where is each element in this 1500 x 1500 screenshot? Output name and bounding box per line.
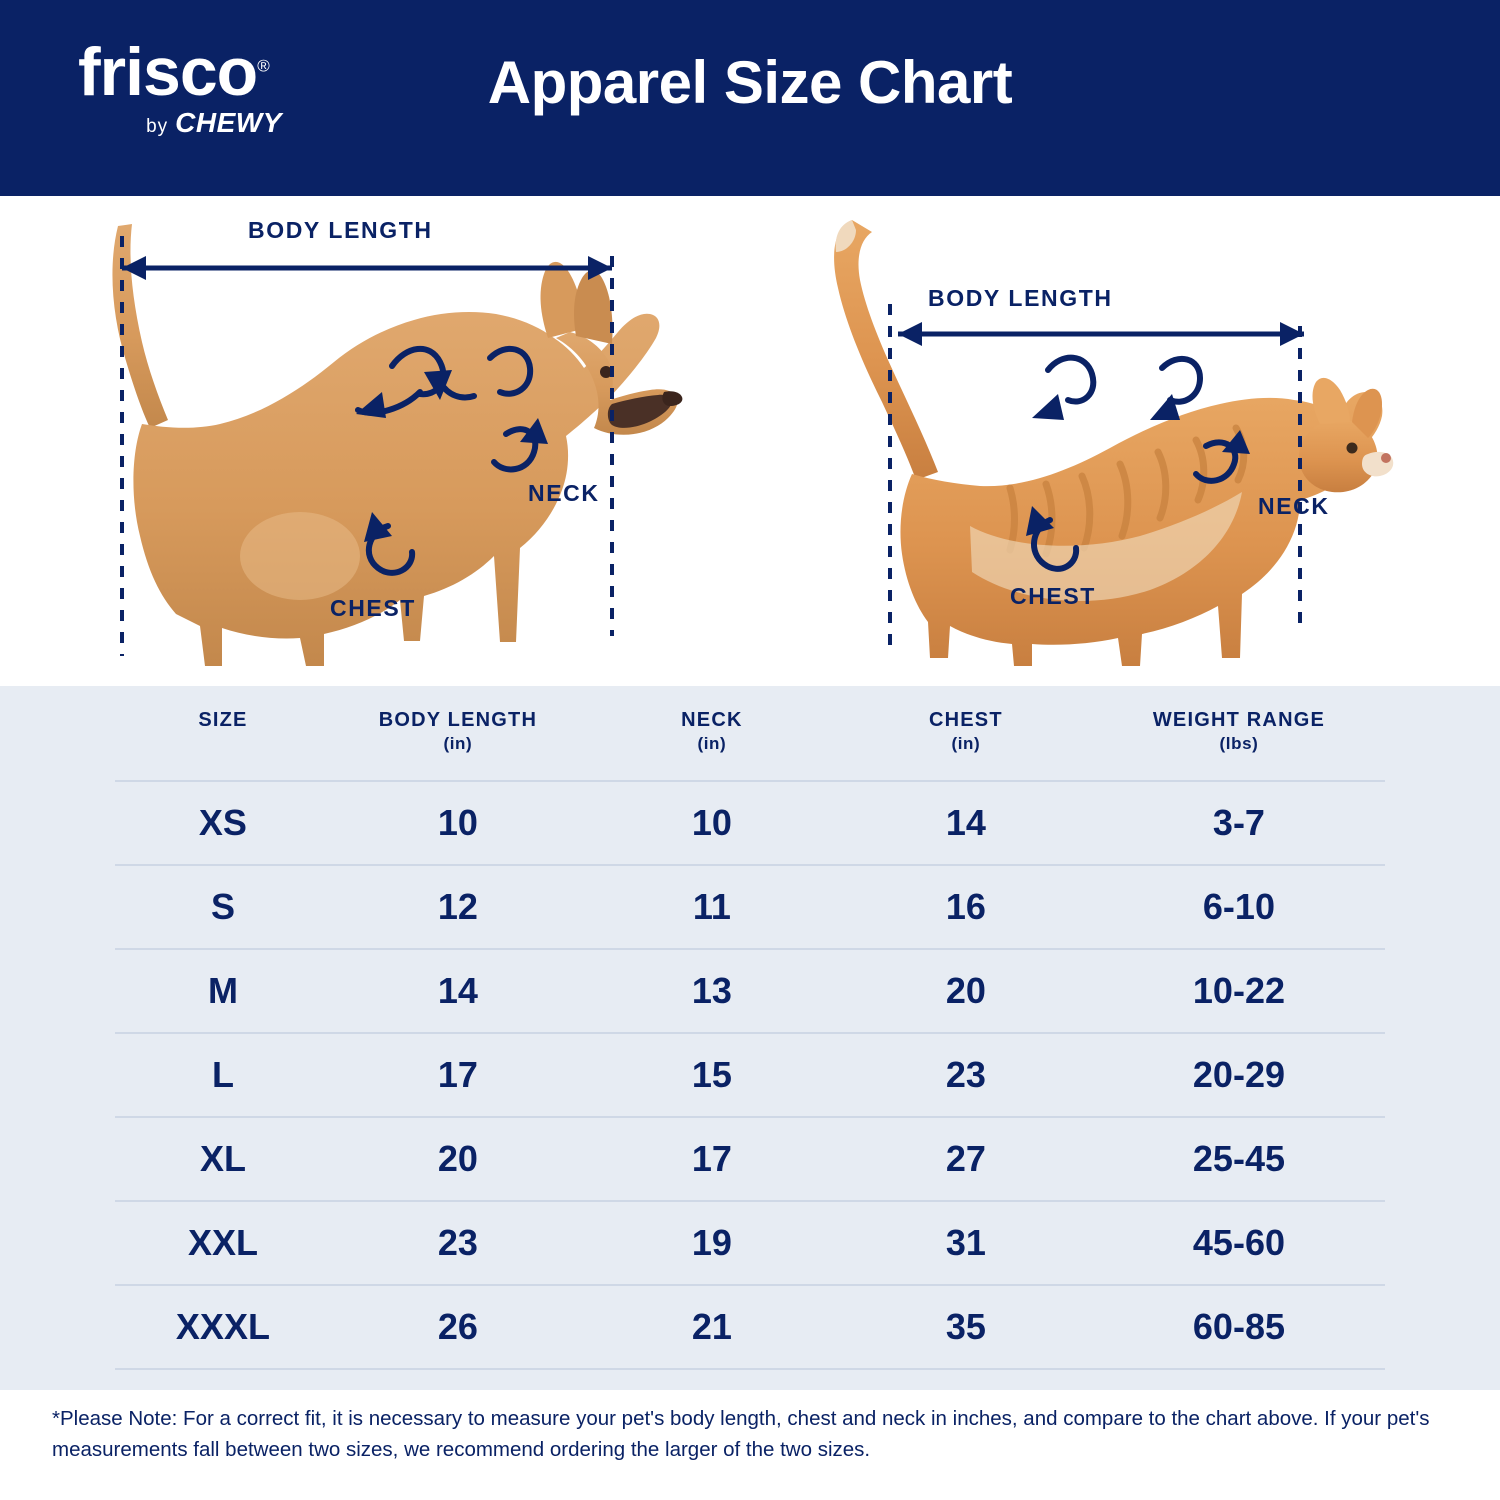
dog-illustration	[0, 196, 760, 686]
column-header-chest	[839, 686, 1093, 781]
cat-body-length-label: BODY LENGTH	[928, 285, 1113, 311]
cat-illustration-panel	[760, 196, 1500, 686]
cell-size: XL	[115, 1117, 331, 1201]
dog-neck-label: NECK	[528, 480, 600, 506]
registered-trademark-icon: ®	[257, 56, 269, 76]
column-header-weight-range	[1093, 686, 1385, 781]
cell-size: S	[115, 865, 331, 949]
cell-neck: 21	[585, 1285, 839, 1369]
table-row	[115, 1117, 1385, 1201]
cell-body-length: 26	[331, 1285, 585, 1369]
table-row	[115, 1201, 1385, 1285]
size-table-body	[115, 781, 1385, 1369]
cell-body-length: 12	[331, 865, 585, 949]
size-table-header	[115, 686, 1385, 781]
cell-chest: 27	[839, 1117, 1093, 1201]
column-header-body-length-unit: (in)	[443, 734, 473, 753]
cell-weight-range: 20-29	[1093, 1033, 1385, 1117]
cell-size: XS	[115, 781, 331, 865]
dog-illustration-panel	[0, 196, 760, 686]
cell-chest: 20	[839, 949, 1093, 1033]
cell-body-length: 20	[331, 1117, 585, 1201]
table-row	[115, 949, 1385, 1033]
dog-chest-label: CHEST	[330, 595, 416, 621]
cell-chest: 31	[839, 1201, 1093, 1285]
column-header-weight-range-unit: (lbs)	[1219, 734, 1259, 753]
cell-body-length: 10	[331, 781, 585, 865]
page-header	[0, 0, 1500, 196]
column-header-neck	[585, 686, 839, 781]
cell-chest: 14	[839, 781, 1093, 865]
cell-size: M	[115, 949, 331, 1033]
cell-neck: 13	[585, 949, 839, 1033]
brand-parent-label: CHEWY	[175, 106, 282, 138]
column-header-size	[115, 686, 331, 781]
cell-body-length: 14	[331, 949, 585, 1033]
cat-chest-label: CHEST	[1010, 583, 1096, 609]
cell-weight-range: 25-45	[1093, 1117, 1385, 1201]
cell-chest: 35	[839, 1285, 1093, 1369]
column-header-body-length-label: BODY LENGTH	[378, 709, 538, 731]
table-row	[115, 1033, 1385, 1117]
column-header-chest-unit: (in)	[951, 734, 981, 753]
table-header-row	[115, 686, 1385, 781]
cell-weight-range: 60-85	[1093, 1285, 1385, 1369]
brand-by-label: by	[146, 115, 169, 137]
table-row	[115, 781, 1385, 865]
cat-neck-label: NECK	[1258, 493, 1330, 519]
cat-body-shape	[834, 220, 1393, 666]
cell-size: XXXL	[115, 1285, 331, 1369]
column-header-body-length	[331, 686, 585, 781]
cell-weight-range: 3-7	[1093, 781, 1385, 865]
page-title: Apparel Size Chart	[487, 49, 1013, 116]
cell-neck: 17	[585, 1117, 839, 1201]
cell-chest: 23	[839, 1033, 1093, 1117]
cell-body-length: 23	[331, 1201, 585, 1285]
column-header-size-label: SIZE	[198, 709, 248, 731]
brand-name-text: frisco	[78, 34, 258, 110]
table-row	[115, 1285, 1385, 1369]
cell-neck: 19	[585, 1201, 839, 1285]
column-header-neck-label: NECK	[681, 709, 743, 731]
column-header-chest-label: CHEST	[928, 709, 1003, 731]
column-header-weight-range-label: WEIGHT RANGE	[1152, 709, 1326, 731]
column-header-neck-unit: (in)	[697, 734, 727, 753]
cell-body-length: 17	[331, 1033, 585, 1117]
illustration-band	[0, 196, 1500, 686]
cell-size: L	[115, 1033, 331, 1117]
cell-weight-range: 6-10	[1093, 865, 1385, 949]
cell-neck: 15	[585, 1033, 839, 1117]
cell-neck: 11	[585, 865, 839, 949]
cell-size: XXL	[115, 1201, 331, 1285]
cell-weight-range: 10-22	[1093, 949, 1385, 1033]
cell-weight-range: 45-60	[1093, 1201, 1385, 1285]
table-row	[115, 865, 1385, 949]
cell-chest: 16	[839, 865, 1093, 949]
dog-body-length-label: BODY LENGTH	[248, 217, 433, 243]
size-table-container	[0, 686, 1500, 1431]
cell-neck: 10	[585, 781, 839, 865]
size-table	[115, 686, 1385, 1370]
cat-illustration	[760, 196, 1500, 686]
footnote: *Please Note: For a correct fit, it is necessary to measure your pet's body length, chest and neck in inches, and compare to the chart above. If your pet's measurements fall between two sizes, we recommend ordering the larger of the two sizes.	[0, 1390, 1500, 1500]
